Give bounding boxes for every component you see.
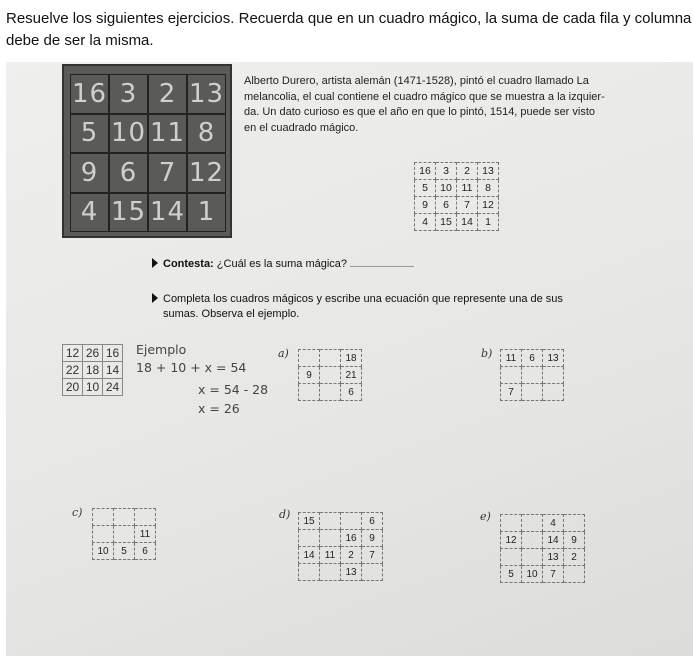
grid-cell[interactable]: 14 [543,532,564,549]
grid-cell: 6 [436,197,457,214]
answer-blank[interactable] [350,266,414,267]
durero-paragraph [244,74,684,136]
grid-cell[interactable]: 11 [135,526,156,543]
durero-painting-square [62,64,232,238]
instructions-line-2: debe de ser la misma. [6,32,154,49]
grid-cell[interactable]: 9 [299,367,320,384]
grid-cell[interactable]: 5 [501,566,522,583]
grid-cell[interactable] [114,509,135,526]
exercise-a-square [298,349,362,401]
grid-cell[interactable] [93,526,114,543]
question-2-line-2: sumas. Observa el ejemplo. [163,308,300,320]
grid-cell: 16 [103,345,123,362]
painting-cell: 9 [70,153,109,193]
exercise-b-square [500,349,564,401]
printed-magic-square [414,162,499,231]
painting-cell: 7 [148,153,187,193]
grid-cell[interactable] [341,513,362,530]
grid-cell[interactable] [543,384,564,401]
question-2-line-1: Completa los cuadros mágicos y escribe una ecuación que represente una de sus [163,293,563,305]
grid-cell[interactable]: 2 [564,549,585,566]
paragraph-line: da. Un dato curioso es que el año en que lo pintó, 1514, puede ser visto [244,106,596,118]
grid-cell: 3 [436,163,457,180]
exercise-b-label: b) [481,347,493,360]
painting-grid [70,74,226,232]
paragraph-line: melancolia, el cual contiene el cuadro mágico que se muestra a la izquier- [244,90,605,103]
grid-cell[interactable]: 14 [299,547,320,564]
grid-cell[interactable]: 4 [543,515,564,532]
grid-cell[interactable]: 6 [341,384,362,401]
grid-cell[interactable]: 11 [501,350,522,367]
painting-cell: 15 [109,193,148,233]
grid-cell[interactable]: 5 [114,543,135,560]
grid-cell[interactable] [93,509,114,526]
grid-cell[interactable] [362,564,383,581]
painting-cell: 1 [187,193,226,233]
grid-cell[interactable]: 7 [501,384,522,401]
painting-cell: 8 [187,114,226,154]
painting-cell: 10 [109,114,148,154]
grid-cell: 14 [457,214,478,231]
grid-cell[interactable] [299,530,320,547]
grid-cell: 24 [103,379,123,396]
grid-cell[interactable] [320,367,341,384]
painting-cell: 6 [109,153,148,193]
grid-cell[interactable]: 11 [320,547,341,564]
grid-cell[interactable]: 18 [341,350,362,367]
paragraph-line: en el cuadrado mágico. [244,121,359,134]
grid-cell[interactable] [299,350,320,367]
grid-cell[interactable]: 6 [362,513,383,530]
example-equation-1: 18 + 10 + x = 54 [136,360,247,375]
example-equation-3: x = 26 [198,401,240,416]
grid-cell[interactable] [320,384,341,401]
grid-cell[interactable]: 9 [564,532,585,549]
painting-cell: 16 [70,74,109,114]
grid-cell[interactable] [320,513,341,530]
grid-cell: 13 [478,163,499,180]
grid-cell[interactable] [501,549,522,566]
question-1-label: Contesta: [163,258,214,270]
question-2 [152,292,563,322]
grid-cell[interactable] [522,515,543,532]
grid-cell: 26 [83,345,103,362]
grid-cell: 9 [415,197,436,214]
instructions [6,8,693,52]
question-1-text: ¿Cuál es la suma mágica? [216,258,348,270]
exercise-c-label: c) [72,506,83,519]
grid-cell[interactable] [522,367,543,384]
grid-cell[interactable] [135,509,156,526]
grid-cell: 2 [457,163,478,180]
grid-cell: 14 [103,362,123,379]
worksheet-photo [6,62,693,656]
grid-cell: 10 [436,180,457,197]
painting-cell: 12 [187,153,226,193]
painting-cell: 13 [187,74,226,114]
question-1 [152,258,414,270]
painting-cell: 14 [148,193,187,233]
grid-cell[interactable]: 13 [543,549,564,566]
grid-cell: 5 [415,180,436,197]
grid-cell: 12 [63,345,83,362]
grid-cell[interactable] [501,515,522,532]
grid-cell[interactable] [299,384,320,401]
grid-cell: 15 [436,214,457,231]
grid-cell[interactable]: 2 [341,547,362,564]
painting-cell: 4 [70,193,109,233]
grid-cell[interactable] [543,367,564,384]
grid-cell: 1 [478,214,499,231]
grid-cell[interactable]: 7 [362,547,383,564]
grid-cell[interactable] [522,384,543,401]
grid-cell[interactable] [320,350,341,367]
grid-cell: 22 [63,362,83,379]
example-magic-square [62,344,123,396]
exercise-a-label: a) [278,347,289,360]
grid-cell[interactable] [522,549,543,566]
painting-cell: 5 [70,114,109,154]
grid-cell[interactable]: 13 [341,564,362,581]
grid-cell: 20 [63,379,83,396]
paragraph-line: Alberto Durero, artista alemán (1471-1528), pintó el cuadro llamado La [244,75,589,87]
grid-cell[interactable] [564,566,585,583]
grid-cell: 11 [457,180,478,197]
grid-cell: 16 [415,163,436,180]
grid-cell: 10 [83,379,103,396]
exercise-e-label: e) [480,510,491,523]
grid-cell[interactable] [114,526,135,543]
exercise-d-square [298,512,383,581]
bullet-arrow-icon [152,258,158,268]
grid-cell[interactable] [320,530,341,547]
bullet-arrow-icon [152,293,158,303]
grid-cell: 4 [415,214,436,231]
painting-cell: 3 [109,74,148,114]
grid-cell[interactable]: 10 [522,566,543,583]
grid-cell[interactable]: 12 [501,532,522,549]
grid-cell[interactable]: 16 [341,530,362,547]
grid-cell: 18 [83,362,103,379]
example-equation-2: x = 54 - 28 [198,382,269,397]
grid-cell[interactable]: 13 [543,350,564,367]
grid-cell: 7 [457,197,478,214]
grid-cell[interactable] [564,515,585,532]
painting-cell: 11 [148,114,187,154]
grid-cell: 12 [478,197,499,214]
grid-cell[interactable]: 10 [93,543,114,560]
grid-cell[interactable]: 9 [362,530,383,547]
painting-cell: 2 [148,74,187,114]
grid-cell[interactable]: 6 [522,350,543,367]
exercise-e-square [500,514,585,583]
grid-cell[interactable]: 6 [135,543,156,560]
grid-cell[interactable]: 15 [299,513,320,530]
example-title: Ejemplo [136,342,187,357]
grid-cell[interactable] [299,564,320,581]
grid-cell[interactable]: 21 [341,367,362,384]
grid-cell[interactable]: 7 [543,566,564,583]
grid-cell[interactable] [320,564,341,581]
grid-cell[interactable] [501,367,522,384]
instructions-line-1: Resuelve los siguientes ejercicios. Recuerda que en un cuadro mágico, la suma de cada fila y columna [6,10,692,27]
exercise-c-square [92,508,156,560]
exercise-d-label: d) [279,508,291,521]
grid-cell[interactable] [522,532,543,549]
grid-cell: 8 [478,180,499,197]
